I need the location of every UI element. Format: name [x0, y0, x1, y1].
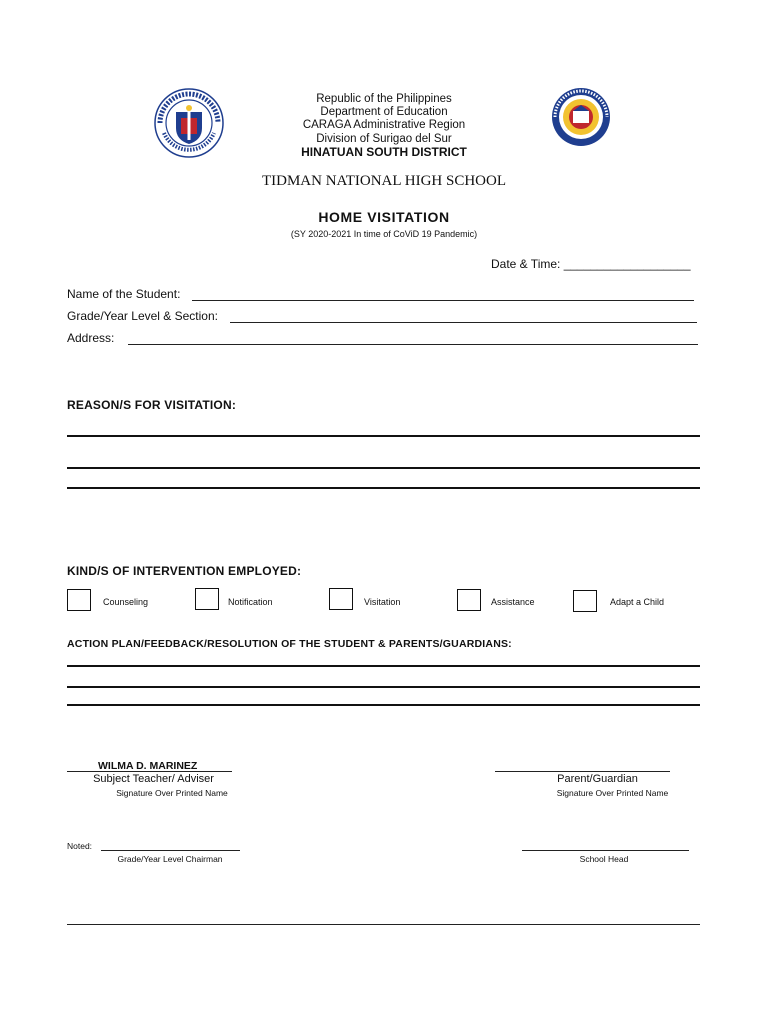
- adapt-a-child-label: Adapt a Child: [610, 597, 665, 607]
- header-republic: Republic of the Philippines: [316, 93, 452, 105]
- school-head-role: School Head: [579, 854, 629, 864]
- footer-divider: [67, 924, 700, 925]
- action-line-2[interactable]: [67, 686, 700, 688]
- teacher-signature-caption: Signature Over Printed Name: [116, 788, 228, 798]
- header-division: Division of Surigao del Sur: [316, 133, 452, 145]
- reason-line-2[interactable]: [67, 467, 700, 469]
- visitation-label: Visitation: [364, 597, 401, 607]
- school-name: TIDMAN NATIONAL HIGH SCHOOL: [261, 173, 506, 189]
- adapt-a-child-checkbox[interactable]: [573, 590, 597, 612]
- date-time-field[interactable]: Date & Time: ___________________: [491, 257, 691, 271]
- parent-signature-caption: Signature Over Printed Name: [556, 788, 669, 798]
- form-title: HOME VISITATION: [318, 209, 450, 225]
- action-plan-heading: ACTION PLAN/FEEDBACK/RESOLUTION OF THE STUDENT & PARENTS/GUARDIANS:: [67, 638, 512, 650]
- address-line[interactable]: [128, 344, 698, 345]
- notification-label: Notification: [228, 597, 273, 607]
- parent-role: Parent/Guardian: [557, 773, 638, 785]
- header-region: CARAGA Administrative Region: [302, 119, 466, 131]
- chairman-signature-line[interactable]: [101, 850, 240, 851]
- reason-line-1[interactable]: [67, 435, 700, 437]
- school-head-signature-line[interactable]: [522, 850, 689, 851]
- header-department: Department of Education: [320, 106, 448, 118]
- action-line-1[interactable]: [67, 665, 700, 667]
- counseling-label: Counseling: [103, 597, 149, 607]
- student-name-label: Name of the Student:: [67, 287, 181, 301]
- address-label: Address:: [67, 331, 115, 345]
- counseling-checkbox[interactable]: [67, 589, 91, 611]
- deped-seal-logo: [154, 88, 224, 158]
- teacher-role: Subject Teacher/ Adviser: [93, 773, 214, 785]
- assistance-label: Assistance: [491, 597, 535, 607]
- reason-line-3[interactable]: [67, 487, 700, 489]
- assistance-checkbox[interactable]: [457, 589, 481, 611]
- visitation-checkbox[interactable]: [329, 588, 353, 610]
- header-district: HINATUAN SOUTH DISTRICT: [301, 145, 467, 159]
- reason-heading: REASON/S FOR VISITATION:: [67, 398, 237, 412]
- parent-signature-line[interactable]: [495, 771, 670, 772]
- student-name-line[interactable]: [192, 300, 694, 301]
- action-line-3[interactable]: [67, 704, 700, 706]
- grade-section-line[interactable]: [230, 322, 697, 323]
- grade-section-label: Grade/Year Level & Section:: [67, 309, 218, 323]
- intervention-heading: KIND/S OF INTERVENTION EMPLOYED:: [67, 564, 302, 578]
- chairman-role: Grade/Year Level Chairman: [117, 854, 223, 864]
- teacher-name: WILMA D. MARINEZ: [98, 760, 198, 772]
- form-subtitle: (SY 2020-2021 In time of CoViD 19 Pandemic): [290, 229, 478, 239]
- school-seal-logo: [551, 87, 611, 147]
- noted-label: Noted:: [67, 841, 93, 851]
- notification-checkbox[interactable]: [195, 588, 219, 610]
